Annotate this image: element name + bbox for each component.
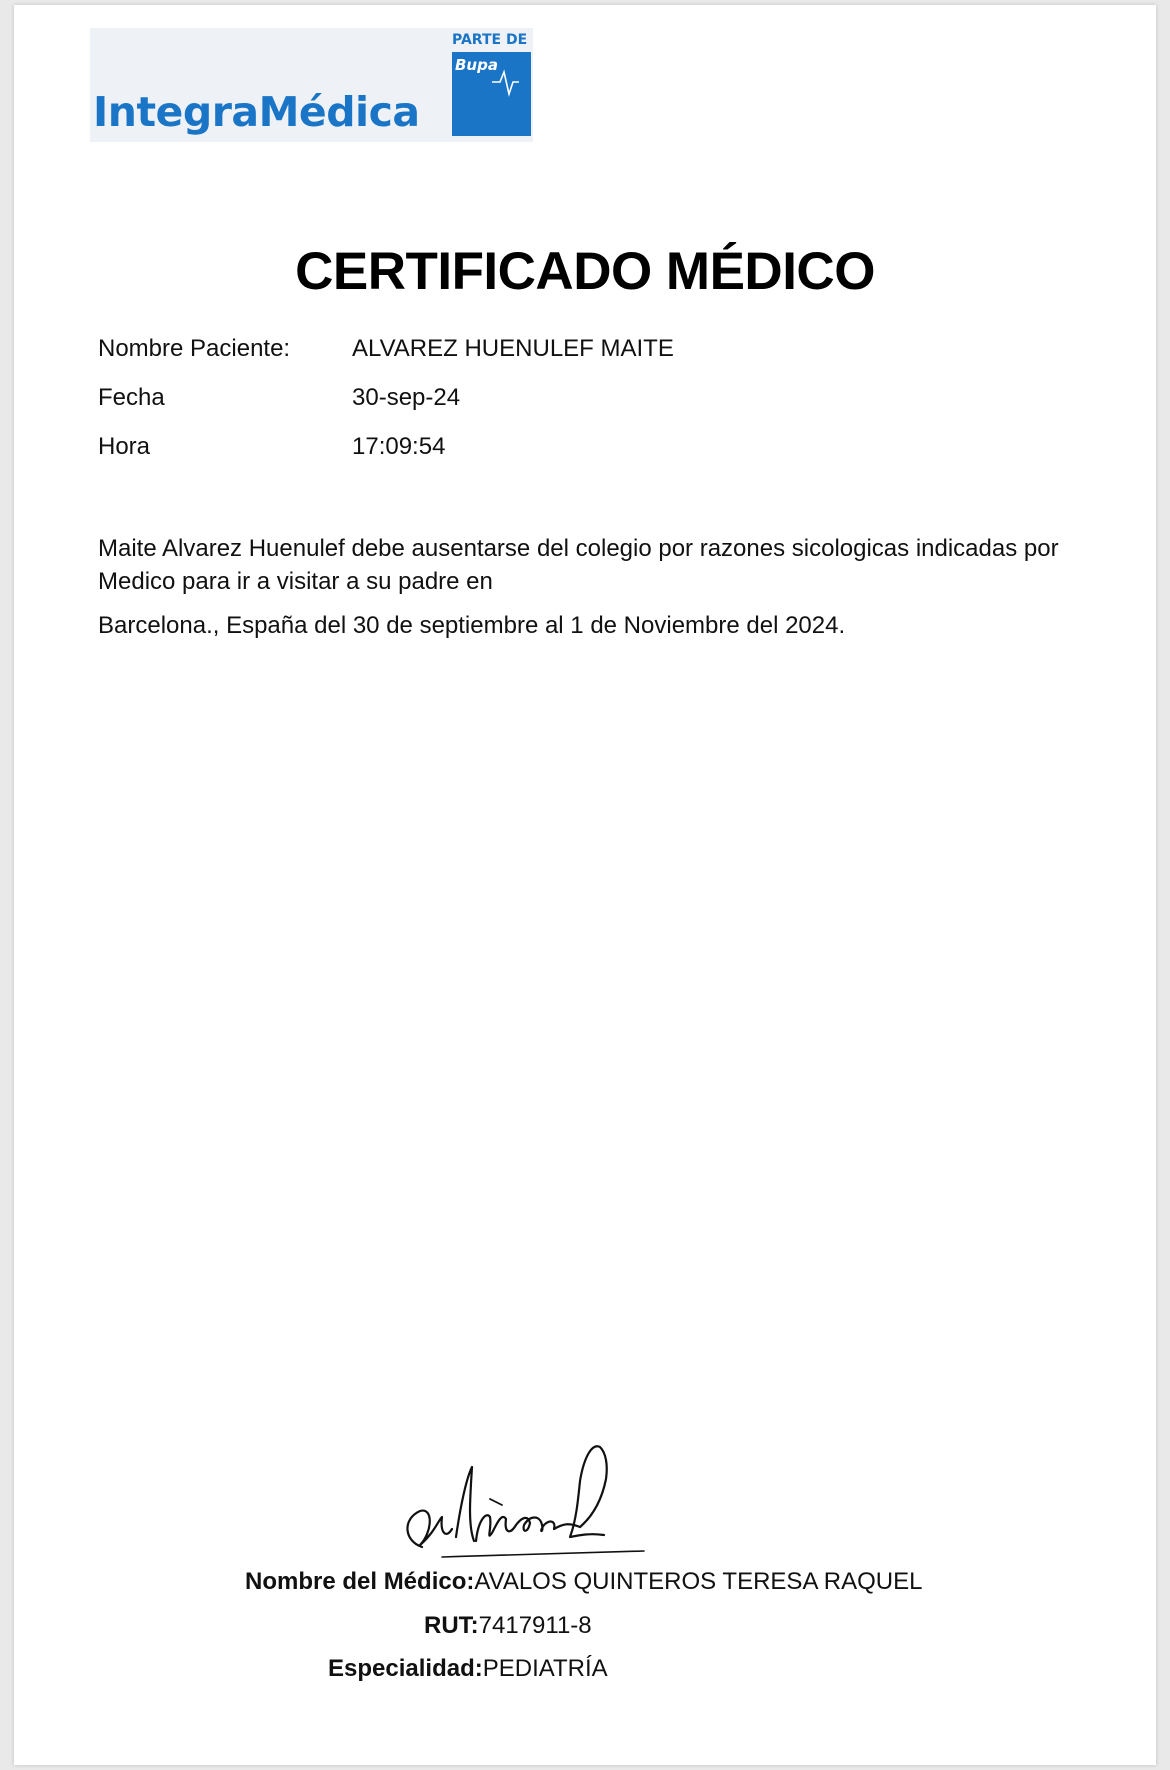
doctor-name-label: Nombre del Médico: bbox=[245, 1568, 475, 1595]
certificate-body-paragraph: Maite Alvarez Huenulef debe ausentarse del colegio por razones sicologicas indicadas por Medico para ir a visitar a su padre en bbox=[98, 535, 1059, 595]
doctor-name-line bbox=[245, 1568, 922, 1596]
date-label: Fecha bbox=[98, 384, 165, 411]
specialty-label: Especialidad: bbox=[328, 1655, 483, 1682]
rut-label: RUT: bbox=[424, 1612, 479, 1639]
patient-name-label: Nombre Paciente: bbox=[98, 335, 291, 362]
doctor-signature bbox=[394, 1429, 664, 1579]
integramedica-logo bbox=[90, 28, 533, 142]
doctor-name-value: AVALOS QUINTEROS TERESA RAQUEL bbox=[474, 1568, 923, 1595]
bupa-logo bbox=[452, 52, 531, 136]
specialty-line bbox=[328, 1655, 608, 1683]
bupa-logo-text: Bupa bbox=[455, 56, 498, 74]
logo-parte-de-text: PARTE DE bbox=[452, 32, 528, 48]
certificate-title: CERTIFICADO MÉDICO bbox=[295, 242, 875, 301]
logo-brand-text: IntegraMédica bbox=[93, 88, 420, 136]
rut-value: 7417911-8 bbox=[478, 1612, 592, 1639]
certificate-body-line2: Barcelona., España del 30 de septiembre al 1 de Noviembre del 2024. bbox=[98, 612, 846, 639]
specialty-value: PEDIATRÍA bbox=[482, 1655, 608, 1682]
time-label: Hora bbox=[98, 433, 151, 460]
certificate-page bbox=[14, 5, 1156, 1765]
time-value: 17:09:54 bbox=[352, 433, 446, 460]
heartbeat-icon bbox=[452, 52, 531, 136]
date-value: 30-sep-24 bbox=[352, 384, 461, 411]
rut-line bbox=[424, 1612, 592, 1640]
patient-name-value: ALVAREZ HUENULEF MAITE bbox=[352, 335, 674, 362]
